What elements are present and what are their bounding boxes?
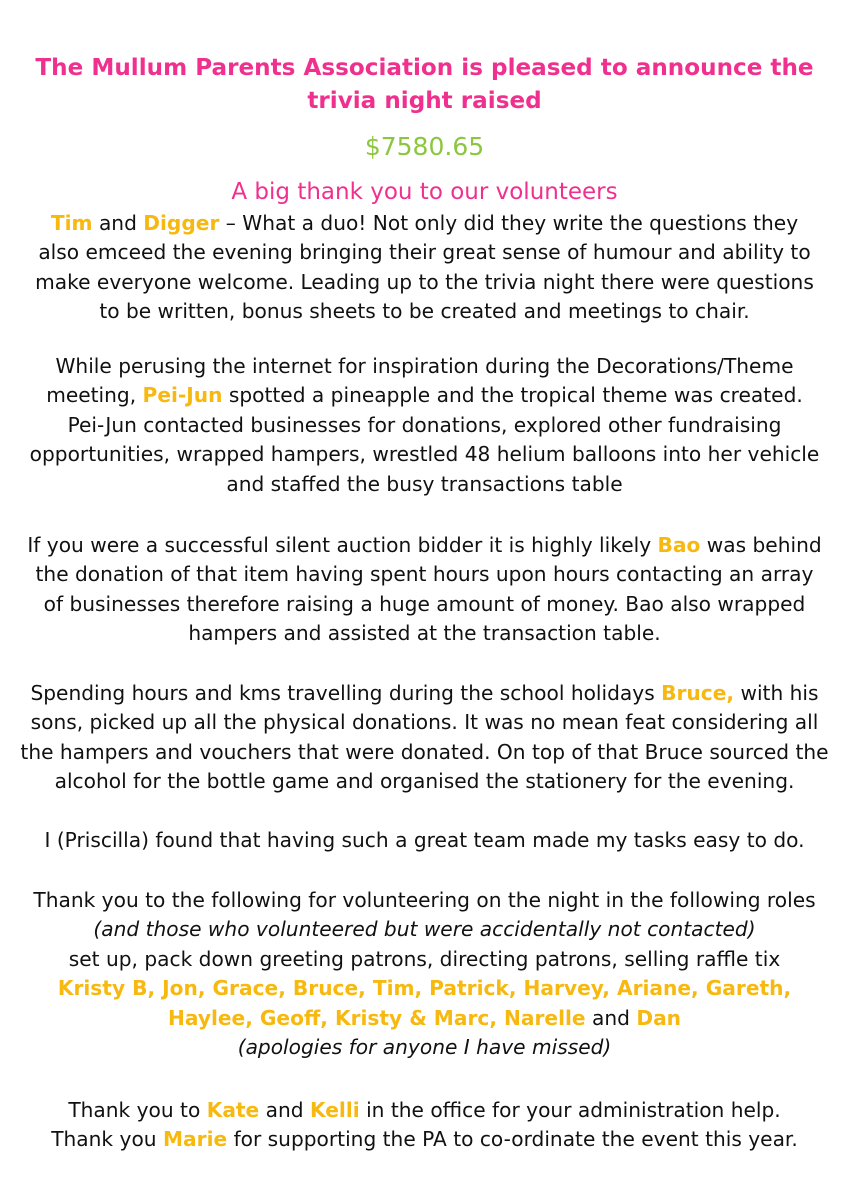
paragraph-line: also emceed the evening bringing their great sense of humour and ability to <box>38 240 811 265</box>
paragraph-text: spotted a pineapple and the tropical theme was created. <box>222 383 803 408</box>
paragraph-line: to be written, bonus sheets to be created and meetings to chair. <box>99 299 750 324</box>
paragraph-tim-digger <box>0 209 849 327</box>
paragraph-text: was behind <box>700 533 822 557</box>
connector-text: and <box>259 1098 310 1122</box>
roles-line: set up, pack down greeting patrons, directing patrons, selling raffle tix <box>68 946 781 971</box>
apology-note: (apologies for anyone I have missed) <box>237 1035 612 1060</box>
paragraph-bruce <box>0 679 849 797</box>
paragraph-line: make everyone welcome. Leading up to the trivia night there were questions <box>35 269 814 294</box>
paragraph-line: the hampers and vouchers that were donated. On top of that Bruce sourced the <box>20 739 829 764</box>
volunteer-name: Marie <box>162 1127 228 1152</box>
paragraph-line <box>0 1096 849 1125</box>
paragraph-line: Pei-Jun contacted businesses for donations, explored other fundraising <box>67 412 782 437</box>
volunteer-name: Pei-Jun <box>142 383 223 408</box>
paragraph-line: hampers and assisted at the transaction table. <box>188 621 661 646</box>
paragraph-text: for supporting the PA to co-ordinate the event this year. <box>227 1127 798 1152</box>
paragraph-text: Thank you to <box>68 1098 207 1122</box>
paragraph-text: Thank you <box>51 1127 163 1152</box>
volunteer-name: Bruce, <box>661 681 735 705</box>
title-line-2: trivia night raised <box>307 88 542 114</box>
paragraph-line: Thank you to the following for volunteering on the night in the following roles <box>33 888 816 912</box>
paragraph-office-thanks <box>0 1096 849 1155</box>
paragraph-line: sons, picked up all the physical donations. It was no mean feat considering all <box>30 710 819 735</box>
paragraph-text: If you were a successful silent auction bidder it is highly likely <box>27 533 658 557</box>
paragraph-text: – What a duo! Not only did they write the questions they <box>219 211 799 235</box>
amount-raised: $7580.65 <box>364 132 485 161</box>
volunteer-name: Bao <box>657 533 701 557</box>
volunteer-names: Haylee, Geoff, Kristy & Marc, Narelle <box>167 1005 586 1030</box>
paragraph-priscilla <box>0 826 849 855</box>
connector-text: and <box>585 1005 637 1030</box>
paragraph-line <box>0 209 849 238</box>
paragraph-text: meeting, <box>46 383 143 408</box>
paragraph-note: (and those who volunteered but were accidentally not contacted) <box>93 917 756 942</box>
volunteer-name: Dan <box>636 1005 682 1030</box>
volunteer-names-line-2 <box>0 1004 849 1033</box>
paragraph-line <box>0 679 849 708</box>
page-title <box>0 52 849 118</box>
paragraph-line <box>0 381 849 410</box>
paragraph-line: of businesses therefore raising a huge amount of money. Bao also wrapped <box>43 591 806 616</box>
connector-text: and <box>92 211 144 235</box>
title-line-1: The Mullum Parents Association is pleased to announce the <box>35 55 814 81</box>
volunteer-name: Digger <box>143 211 220 235</box>
paragraph-line: alcohol for the bottle game and organised the stationery for the evening. <box>54 769 795 794</box>
paragraph-line: opportunities, wrapped hampers, wrestled 48 helium balloons into her vehicle <box>29 442 820 467</box>
volunteer-names-line-1: Kristy B, Jon, Grace, Bruce, Tim, Patrick, Harvey, Ariane, Gareth, <box>57 976 792 1001</box>
volunteers-subheading: A big thank you to our volunteers <box>231 179 618 205</box>
paragraph-line: the donation of that item having spent hours upon hours contacting an array <box>35 562 814 587</box>
volunteer-name: Kelli <box>309 1098 360 1122</box>
volunteer-name: Kate <box>206 1098 260 1122</box>
paragraph-line <box>0 531 849 560</box>
paragraph-line: I (Priscilla) found that having such a great team made my tasks easy to do. <box>44 828 805 852</box>
paragraph-text: Spending hours and kms travelling during the school holidays <box>30 681 662 705</box>
paragraph-text: in the office for your administration help. <box>359 1098 781 1122</box>
paragraph-line <box>0 1125 849 1154</box>
paragraph-night-volunteers <box>0 886 849 1062</box>
paragraph-pei-jun <box>0 352 849 499</box>
paragraph-line: While perusing the internet for inspiration during the Decorations/Theme <box>55 354 794 378</box>
paragraph-line: and staffed the busy transactions table <box>226 471 623 496</box>
paragraph-bao <box>0 531 849 649</box>
paragraph-text: with his <box>734 681 819 705</box>
volunteer-name: Tim <box>50 211 93 235</box>
